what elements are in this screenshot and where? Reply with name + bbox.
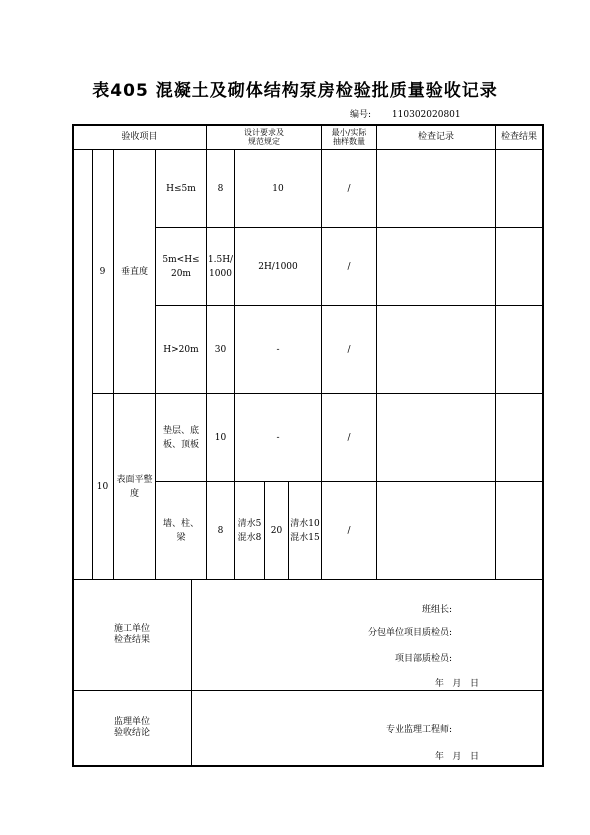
supervision-engineer-field: 专业监理工程师: bbox=[385, 725, 452, 735]
vertical-val-3: 30 bbox=[214, 344, 227, 355]
item-10-name: 表面平整 度 bbox=[116, 474, 153, 499]
sub-inspector-field: 分包单位项目质检员: bbox=[367, 628, 452, 638]
flatness-sample-2: / bbox=[347, 525, 351, 536]
vertical-allow-2: 2H/1000 bbox=[258, 261, 298, 272]
flatness-allow-b: 20 bbox=[270, 525, 283, 536]
flatness-cond-1: 垫层、底 板、顶板 bbox=[162, 425, 199, 450]
vertical-allow-3: - bbox=[276, 344, 280, 355]
vertical-cond-2: 5m<H≤ 20m bbox=[162, 254, 200, 279]
vertical-cond-3: H>20m bbox=[163, 344, 199, 355]
flatness-val-1: 10 bbox=[214, 432, 227, 443]
vertical-val-2: 1.5H/ 1000 bbox=[207, 254, 234, 279]
record-code bbox=[350, 107, 461, 120]
item-10-no: 10 bbox=[96, 481, 109, 492]
header-record: 检查记录 bbox=[417, 132, 454, 142]
team-leader-field: 班组长: bbox=[421, 605, 452, 615]
vertical-sample-2: / bbox=[347, 261, 351, 272]
flatness-val-2: 8 bbox=[217, 525, 224, 536]
header-result: 检查结果 bbox=[500, 132, 537, 142]
project-inspector-field: 项目部质检员: bbox=[394, 654, 452, 664]
flatness-allow-c: 清水10 混水15 bbox=[290, 518, 320, 543]
vertical-sample-1: / bbox=[347, 183, 351, 194]
flatness-cond-2: 墙、柱、 梁 bbox=[162, 518, 199, 543]
flatness-allow-a: 清水5 混水8 bbox=[237, 518, 262, 543]
header-spec: 设计要求及 规范规定 bbox=[244, 128, 284, 146]
vertical-sample-3: / bbox=[347, 344, 351, 355]
item-9-name: 垂直度 bbox=[120, 266, 148, 277]
vertical-val-1: 8 bbox=[217, 183, 224, 194]
vertical-cond-1: H≤5m bbox=[166, 183, 196, 194]
code-label: 编号: bbox=[350, 110, 372, 120]
flatness-allow-1: - bbox=[276, 432, 280, 443]
header-sample: 最小/实际 抽样数量 bbox=[331, 128, 367, 146]
supervision-label: 监理单位 验收结论 bbox=[113, 717, 150, 738]
supervision-date: 年 月 日 bbox=[434, 752, 479, 762]
header-item: 验收项目 bbox=[121, 132, 158, 142]
construction-date: 年 月 日 bbox=[434, 679, 479, 689]
construction-label: 施工单位 检查结果 bbox=[113, 624, 150, 645]
page-title: 表405 混凝土及砌体结构泵房检验批质量验收记录 bbox=[92, 81, 498, 101]
vertical-allow-1: 10 bbox=[272, 183, 284, 194]
code-value: 110302020801 bbox=[391, 110, 461, 120]
flatness-sample-1: / bbox=[347, 432, 351, 443]
item-9-no: 9 bbox=[99, 266, 106, 277]
